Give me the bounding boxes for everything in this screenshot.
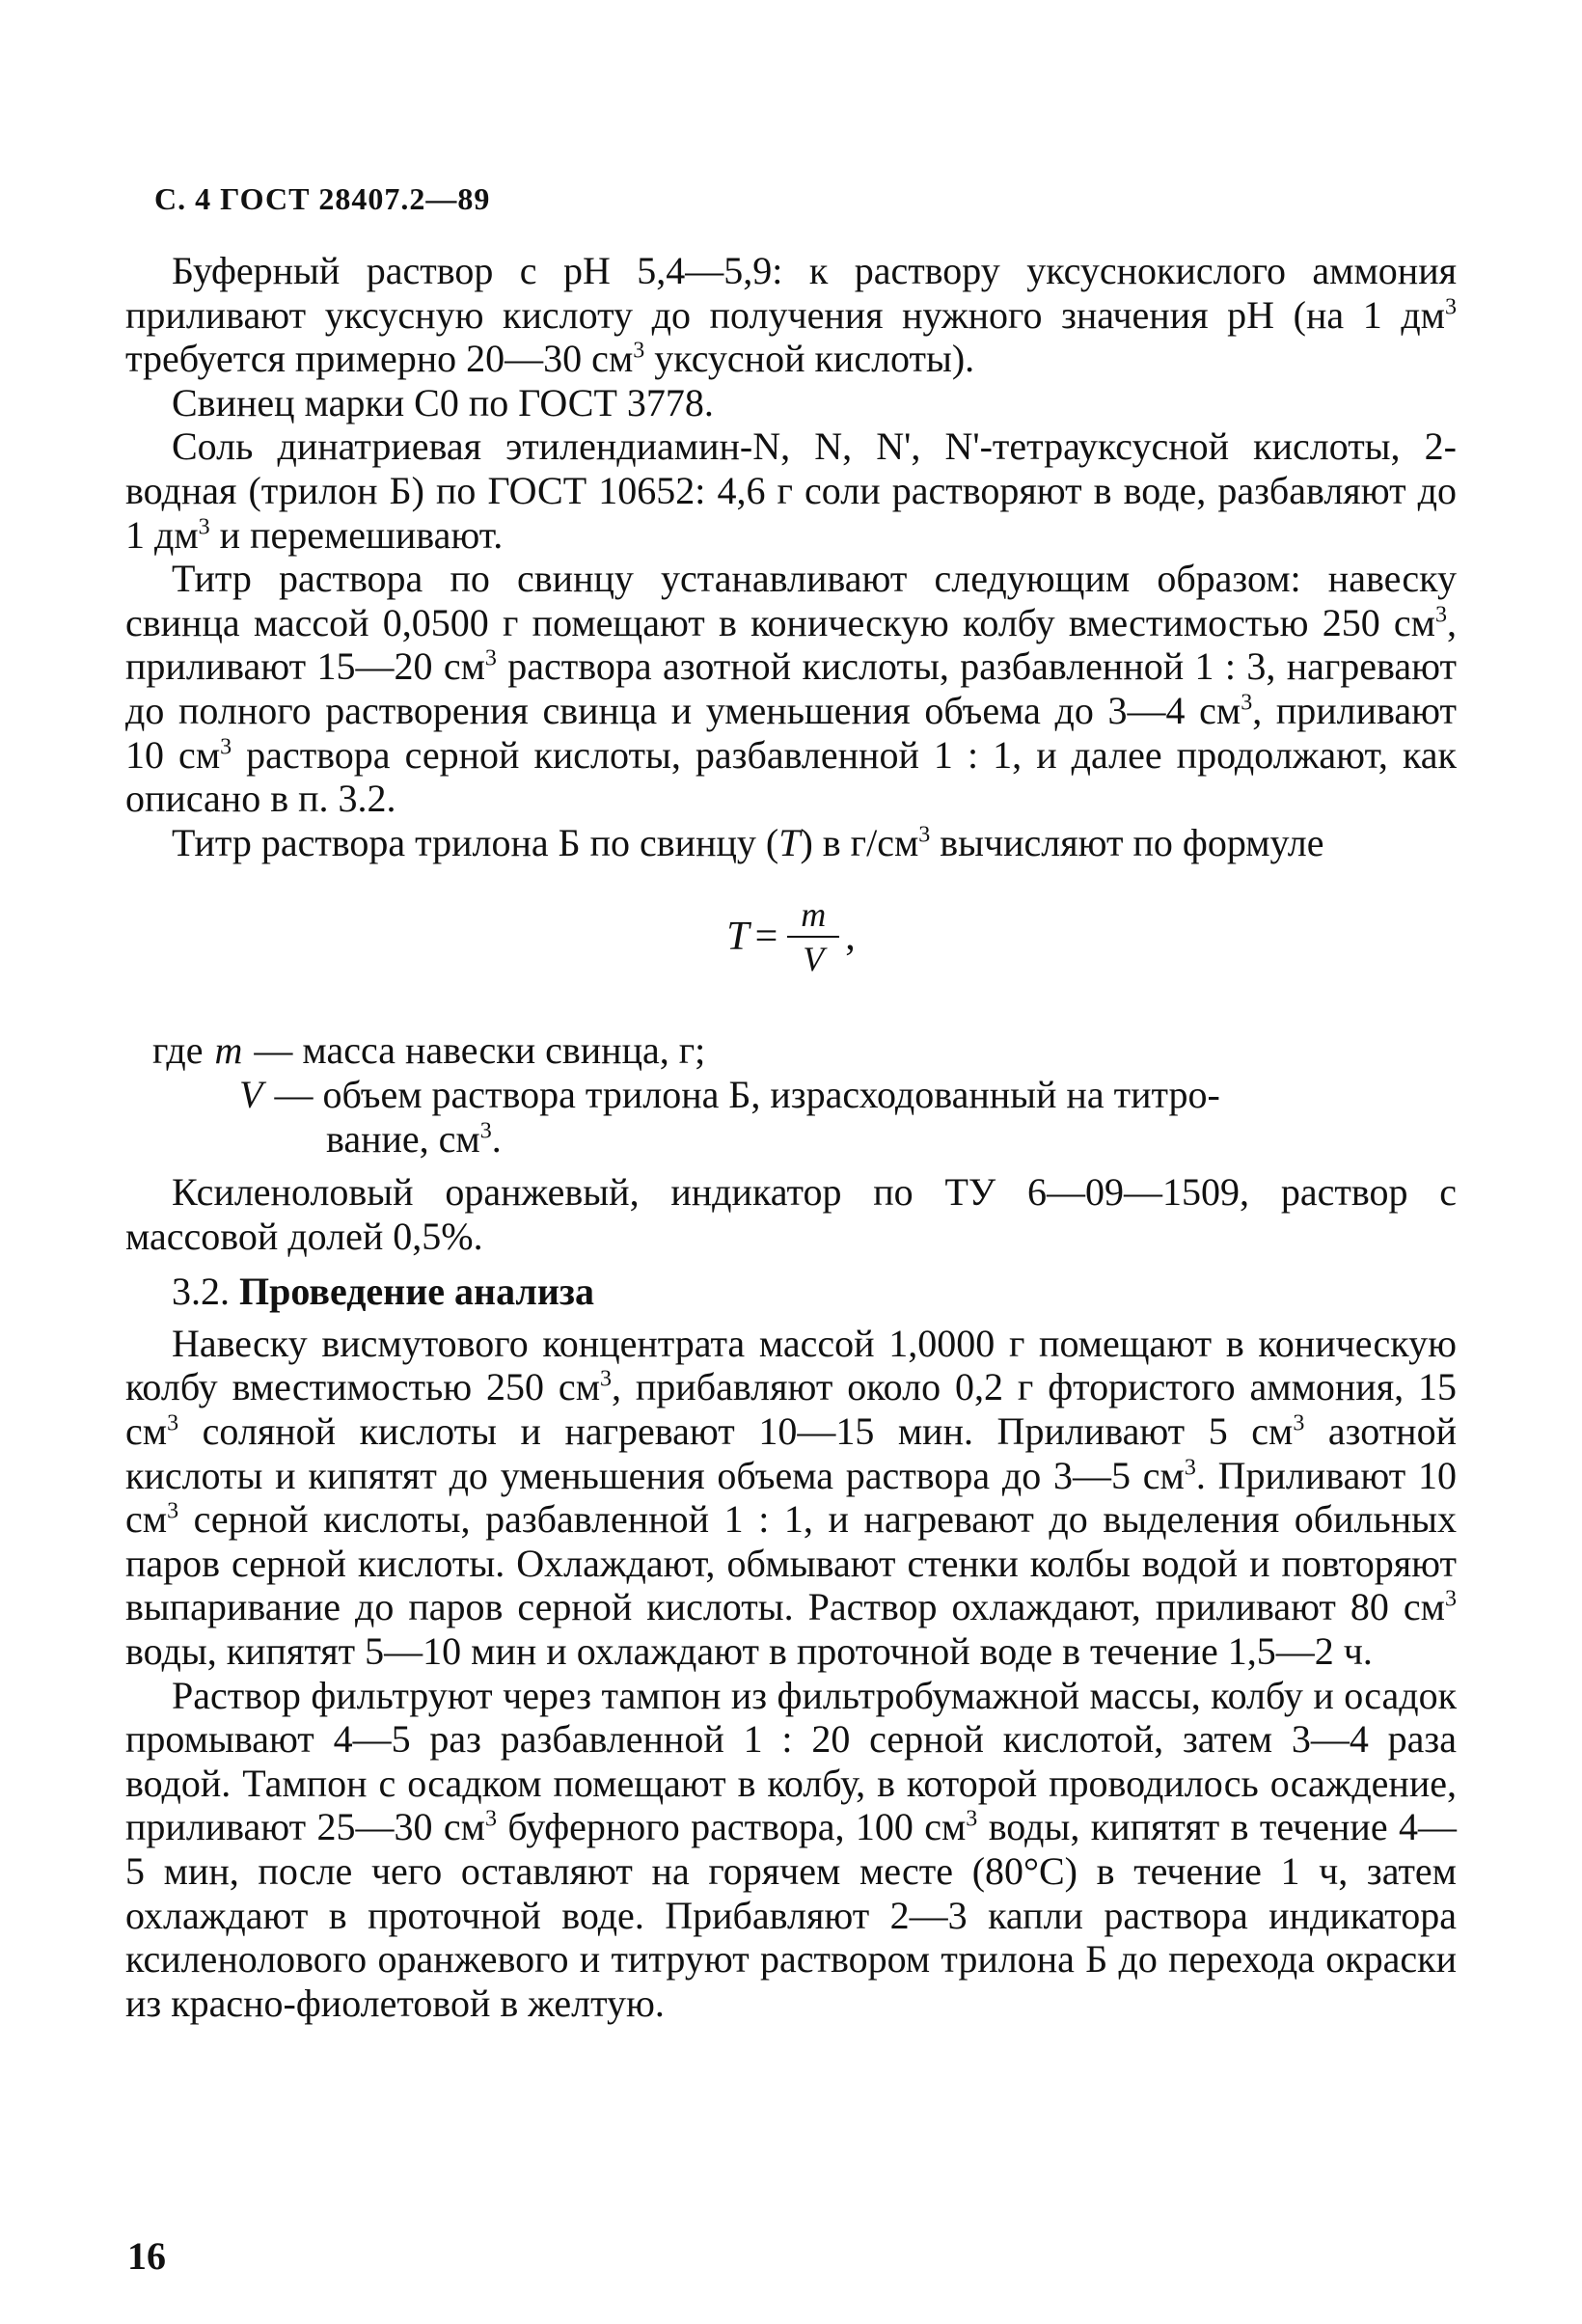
definition-m-term: m <box>214 1028 243 1073</box>
definition-v-continuation: вание, $см^3$. <box>326 1116 502 1161</box>
section-heading <box>172 1270 1457 1314</box>
formula-denominator: V <box>803 940 825 979</box>
paragraph-buffer-solution: Буферный раствор с pH 5,4—5,9: к раствору уксуснокислого аммония приливают уксусную кислоту до получения нужного значения pH (на 1 $дм^3$ требуется примерно 20—30 $см^3$ уксусной кислоты). <box>125 249 1457 381</box>
section-title: Проведение анализа <box>239 1270 594 1314</box>
definition-v <box>152 1073 1457 1117</box>
paragraph-lead: Свинец марки С0 по ГОСТ 3778. <box>172 380 714 424</box>
document-body <box>125 249 1457 2025</box>
paragraph-sample-prep: Навеску висмутового концентрата массой 1,0000 г помещают в коническую колбу вместимостью 250 $см^3$, прибавляют около 0,2 г фтористого аммония, 15 $см^3$ соляной кислоты и нагревают 10—15 мин. Приливают 5 $см^3$ азотной кислоты и кипятят до уменьшения объема раствора до 3—5 $см^3$. Приливают 10 $см^3$ серной кислоты, разбавленной 1 : 1, и нагревают до выделения обильных паров серной кислоты. Охлаждают, обмывают стенки колбы водой и повторяют выпаривание до паров серной кислоты. Раствор охлаждают, приливают 80 $см^3$ воды, кипятят 5—10 мин и охлаждают в проточной воде в течение 1,5—2 ч. <box>125 1321 1458 1674</box>
page-header: С. 4 ГОСТ 28407.2—89 <box>154 181 491 216</box>
definition-m <box>152 1028 1457 1073</box>
page-number: 16 <box>127 2234 166 2278</box>
section-number: 3.2. <box>172 1270 230 1314</box>
paragraph-titer-formula-intro: Титр раствора трилона Б по свинцу (T) в $г/см^3$ вычисляют по формуле <box>172 820 1324 864</box>
formula-tail: , <box>845 914 856 959</box>
definition-where: где <box>152 1028 204 1073</box>
formula-definitions <box>152 1028 1457 1161</box>
formula-lhs: T <box>726 914 750 959</box>
paragraph-titer-setup: Титр раствора по свинцу устанавливают следующим образом: навеску свинца массой 0,0500 г помещают в коническую колбу вместимостью 250 $см^3$, приливают 15—20 $см^3$ раствора азотной кислоты, разбавленной 1 : 3, нагревают до полного растворения свинца и уменьшения объема до 3—4 $см^3$, приливают 10 $см^3$ раствора серной кислоты, разбавленной 1 : 1, и далее продолжают, как описано в п. 3.2. <box>125 557 1457 821</box>
formula-fraction <box>787 893 839 980</box>
formula-equals: = <box>754 914 778 959</box>
definition-v-term: V <box>239 1072 263 1116</box>
formula-numerator: m <box>787 893 839 938</box>
paragraph-trilon-salt: Соль динатриевая этилендиамин-N, N, N', N'-тетрауксусной кислоты, 2-водная (трилон Б) по ГОСТ 10652: 4,6 г соли растворяют в воде, разбавляют до 1 $дм^3$ и перемешивают. <box>125 424 1457 557</box>
definition-v-text: — объем раствора трилона Б, израсходованный на титро- <box>274 1072 1220 1116</box>
definition-m-text: — масса навески свинца, г; <box>254 1028 706 1073</box>
paragraph-indicator: Ксиленоловый оранжевый, индикатор по ТУ 6—09—1509, раствор с массовой долей 0,5%. <box>125 1170 1457 1258</box>
paragraph-filtration-titration: Раствор фильтруют через тампон из фильтробумажной массы, колбу и осадок промывают 4—5 раз разбавленной 1 : 20 серной кислотой, затем 3—4 раза водой. Тампон с осадком помещают в колбу, в которой проводилось осаждение, приливают 25—30 $см^3$ буферного раствора, 100 $см^3$ воды, кипятят в течение 4—5 мин, после чего оставляют на горячем месте (80°С) в течение 1 ч, затем охлаждают в проточной воде. Прибавляют 2—3 капли раствора индикатора ксиленолового оранжевого и титруют раствором трилона Б до перехода окраски из красно-фиолетовой в желтую. <box>125 1673 1457 2025</box>
titer-formula <box>125 893 1457 980</box>
